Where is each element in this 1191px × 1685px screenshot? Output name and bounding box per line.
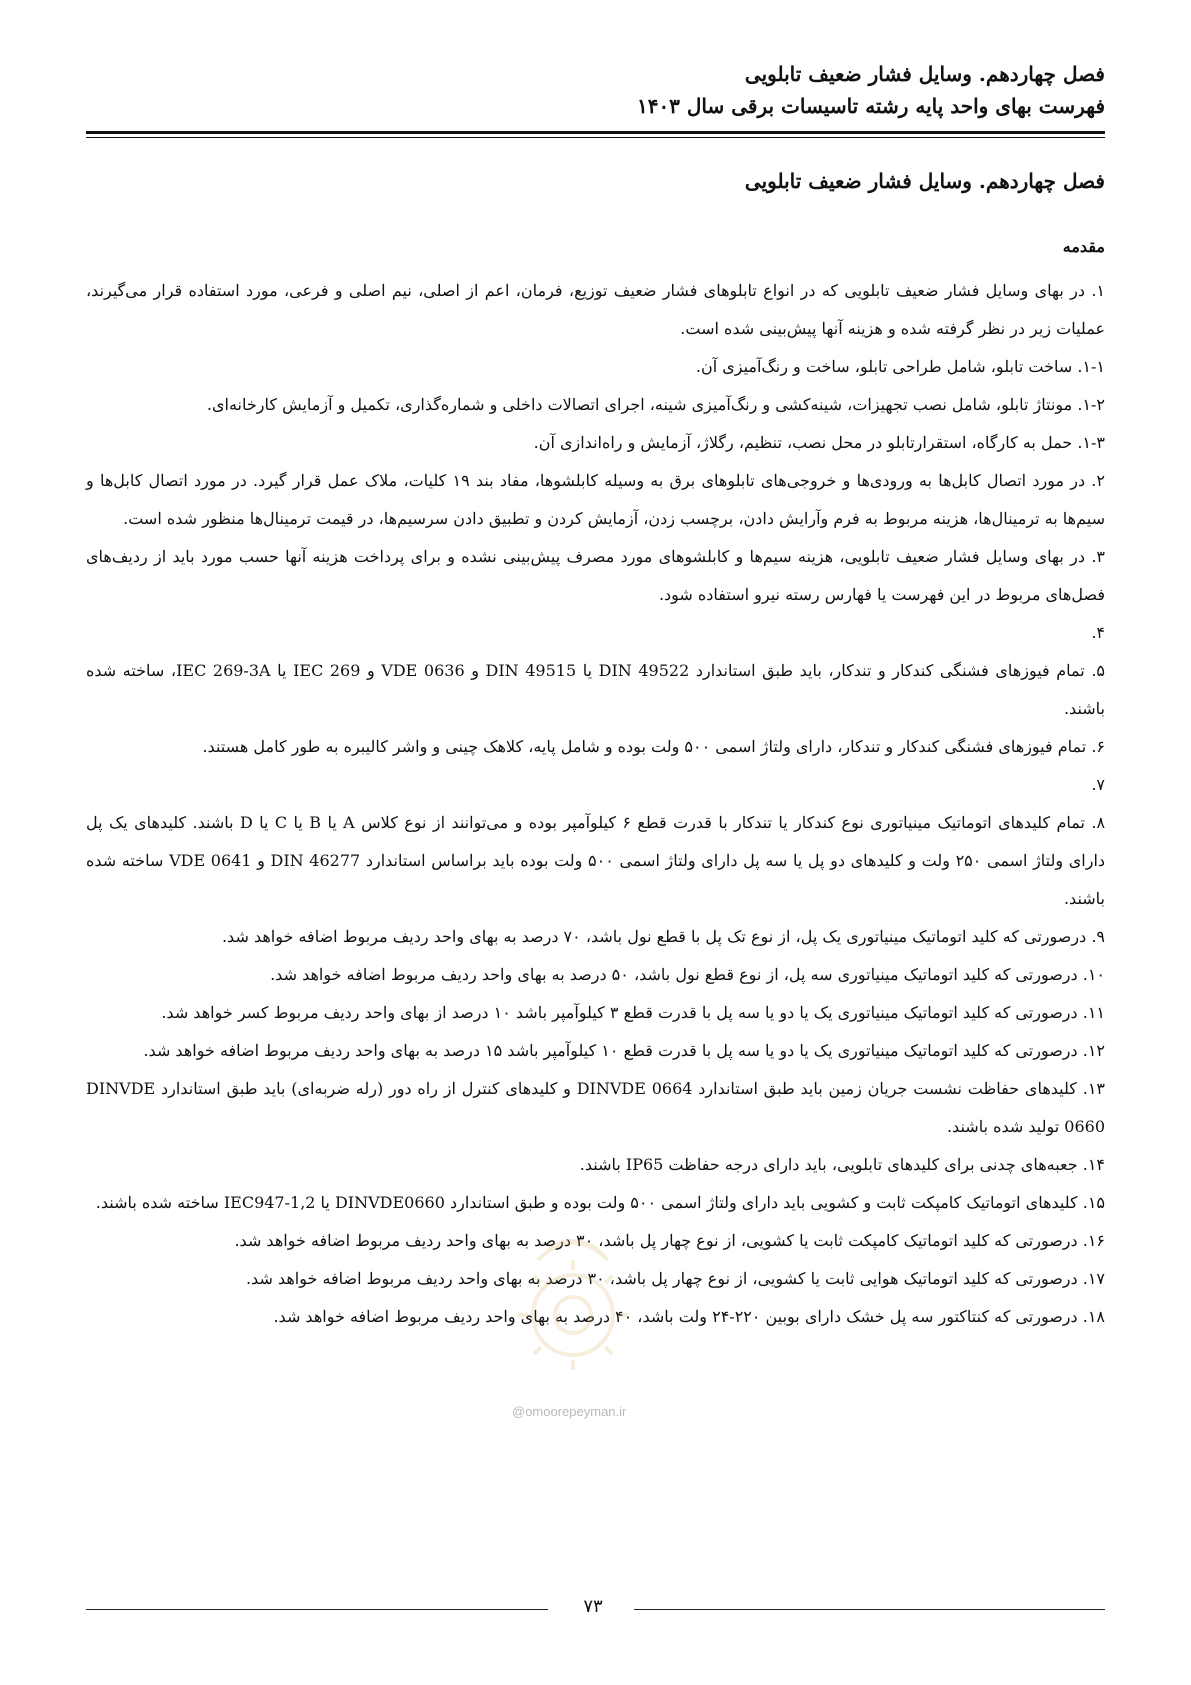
paragraph: ۶. تمام فیوزهای فشنگی کندکار و تندکار، دارای ولتاژ اسمی ۵۰۰ ولت بوده و شامل پایه، کلاهک چینی و واشر کالیبره به طور کامل هستند.: [202, 737, 1105, 756]
paragraph: ۱. در بهای وسایل فشار ضعیف تابلویی که در انواع تابلوهای فشار ضعیف توزیع، فرمان، اعم از اصلی، نیم اصلی و فرعی، مورد استفاده قرار می‌گیرند، عملیات زیر در نظر گرفته شده و هزینه آنها پیش‌بینی شده است.: [86, 281, 1105, 338]
paragraph: ۱۴. جعبه‌های چدنی برای کلیدهای تابلویی، باید دارای درجه حفاظت IP65 باشند.: [579, 1155, 1105, 1174]
paragraph: ۱۸. درصورتی که کنتاکتور سه پل خشک دارای بوبین ۲۲۰-۲۴ ولت باشد، ۴۰ درصد به بهای واحد ردیف مربوط اضافه خواهد شد.: [273, 1307, 1105, 1326]
running-header: [85, 58, 1105, 122]
paragraph: ۱-۳. حمل به کارگاه، استقرارتابلو در محل نصب، تنظیم، رگلاژ، آزمایش و راه‌اندازی آن.: [533, 433, 1105, 452]
paragraph: ۸. تمام کلیدهای اتوماتیک مینیاتوری نوع کندکار یا تندکار با قدرت قطع ۶ کیلوآمپر بوده و می‌توانند از نوع کلاس A یا B یا C یا D باشند. کلیدهای یک پل دارای ولتاژ اسمی ۲۵۰ ولت و کلیدهای دو پل یا سه پل دارای ولتاژ اسمی ۵۰۰ ولت بوده باید براساس استاندارد DIN 46277 و VDE 0641 ساخته شده باشند.: [86, 813, 1106, 908]
header-rule-thin: [86, 137, 1105, 138]
paragraph: ۱-۱. ساخت تابلو، شامل طراحی تابلو، ساخت و رنگ‌آمیزی آن.: [695, 357, 1105, 376]
header-document-line: فهرست بهای واحد پایه رشته تاسیسات برقی سال ۱۴۰۳: [636, 94, 1105, 118]
paragraph: ۱۷. درصورتی که کلید اتوماتیک هوایی ثابت یا کشویی، از نوع چهار پل باشد، ۳۰ درصد به بهای واحد ردیف مربوط اضافه خواهد شد.: [245, 1269, 1105, 1288]
paragraph: ۱۱. درصورتی که کلید اتوماتیک مینیاتوری یک یا دو یا سه پل با قدرت قطع ۳ کیلوآمپر باشد ۱۰ درصد از بهای واحد ردیف مربوط کسر خواهد شد.: [161, 1003, 1105, 1022]
paragraph: ۱۶. درصورتی که کلید اتوماتیک کامپکت ثابت یا کشویی، از نوع چهار پل باشد، ۳۰ درصد به بهای واحد ردیف مربوط اضافه خواهد شد.: [234, 1231, 1105, 1250]
section-title: مقدمه: [1062, 237, 1105, 256]
paragraph: ۱-۲. مونتاژ تابلو، شامل نصب تجهیزات، شینه‌کشی و رنگ‌آمیزی شینه، اجرای اتصالات داخلی و شماره‌گذاری، تکمیل و آزمایش کارخانه‌ای.: [206, 395, 1105, 414]
paragraph: ۱۵. کلیدهای اتوماتیک کامپکت ثابت و کشویی باید دارای ولتاژ اسمی ۵۰۰ ولت بوده و طبق استاندارد DINVDE0660 یا IEC947-1,2 ساخته شده باشند.: [95, 1193, 1105, 1212]
paragraph: ۱۲. درصورتی که کلید اتوماتیک مینیاتوری یک یا دو یا سه پل با قدرت قطع ۱۰ کیلوآمپر باشد ۱۵ درصد به بهای واحد ردیف مربوط اضافه خواهد شد.: [143, 1041, 1105, 1060]
paragraph: ۱۰. درصورتی که کلید اتوماتیک مینیاتوری سه پل، از نوع قطع نول باشد، ۵۰ درصد به بهای واحد ردیف مربوط اضافه خواهد شد.: [270, 965, 1105, 984]
header-rule-thick: [86, 131, 1105, 134]
paragraph: ۲. در مورد اتصال کابل‌ها به ورودی‌ها و خروجی‌های تابلوهای برق به وسیله کابلشوها، مفاد بند ۱۹ کلیات، ملاک عمل قرار گیرد. در مورد اتصال کابل‌ها و سیم‌ها به ترمینال‌ها، هزینه مربوط به فرم وآرایش دادن، برچسب زدن، آزمایش کردن و تطبیق دادن سرسیم‌ها، در قیمت ترمینال‌ها منظور شده است.: [86, 471, 1105, 528]
paragraph: ۷.: [1091, 775, 1105, 794]
paragraph: ۱۳. کلیدهای حفاظت نشست جریان زمین باید طبق استاندارد DINVDE 0664 و کلیدهای کنترل از راه دور (رله ضربه‌ای) باید طبق استاندارد DINVDE 0660 تولید شده باشند.: [86, 1079, 1106, 1136]
watermark-url: @omoorepeyman.ir: [512, 1404, 627, 1419]
chapter-title: فصل چهاردهم. وسایل فشار ضعیف تابلویی: [744, 169, 1105, 193]
footer-rule-right: [634, 1609, 1105, 1610]
paragraph: ۴.: [1091, 623, 1105, 642]
page-number: ۷۳: [583, 1596, 603, 1617]
paragraph: ۹. درصورتی که کلید اتوماتیک مینیاتوری یک پل، از نوع تک پل با قطع نول باشد، ۷۰ درصد به بهای واحد ردیف مربوط اضافه خواهد شد.: [221, 927, 1105, 946]
body-text: [86, 272, 1105, 1336]
paragraph: ۵. تمام فیوزهای فشنگی کندکار و تندکار، باید طبق استاندارد DIN 49522 یا DIN 49515 و VDE 0636 و IEC 269 یا IEC 269-3A، ساخته شده باشند.: [86, 661, 1106, 718]
footer-rule-left: [86, 1609, 548, 1610]
paragraph: ۳. در بهای وسایل فشار ضعیف تابلویی، هزینه سیم‌ها و کابلشوهای مورد مصرف پیش‌بینی نشده و برای پرداخت هزینه آنها حسب مورد باید از ردیف‌های فصل‌های مربوط در این فهرست یا فهارس رسته نیرو استفاده شود.: [86, 547, 1105, 604]
header-chapter-line: فصل چهاردهم. وسایل فشار ضعیف تابلویی: [744, 62, 1105, 86]
